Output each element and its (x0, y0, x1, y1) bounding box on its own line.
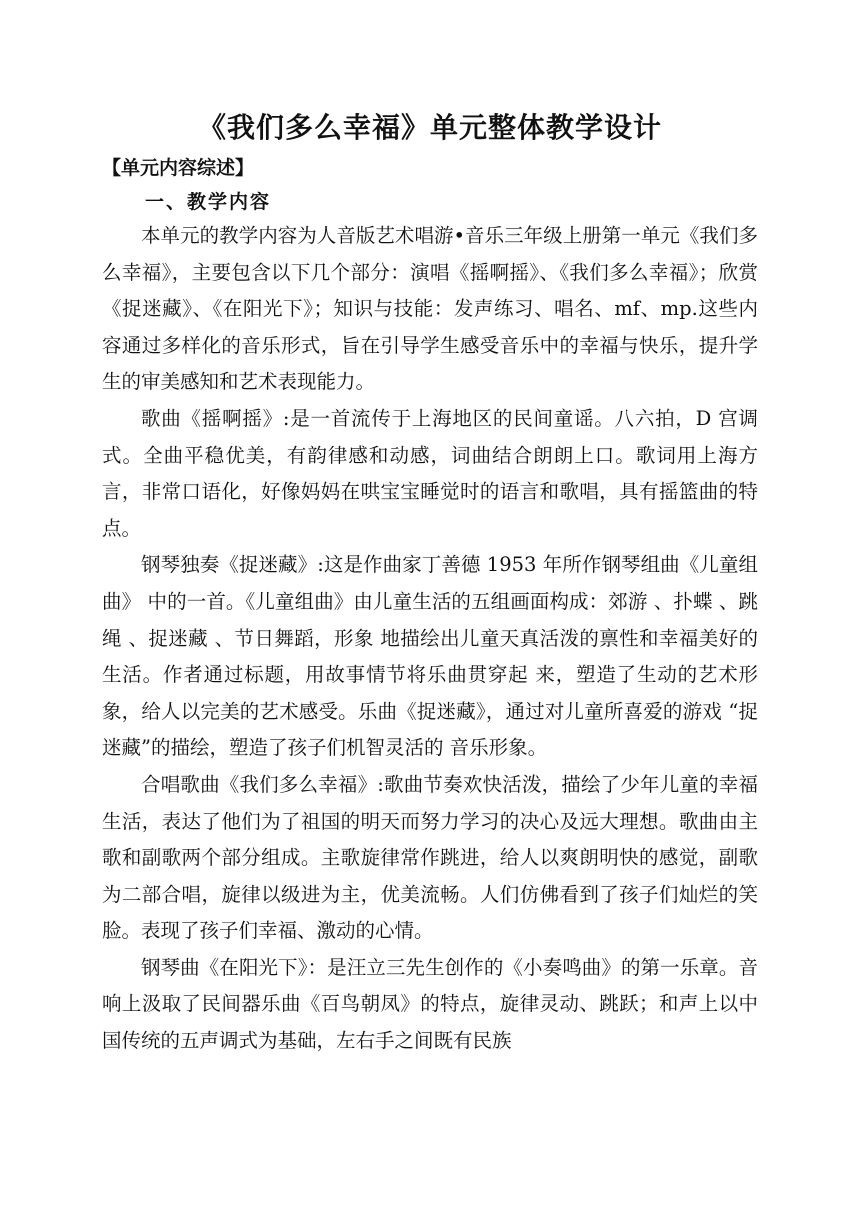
paragraph-zai-yangguang-xia: 钢琴曲《在阳光下》：是汪立三先生创作的《小奏鸣曲》的第一乐章。音响上汲取了民间器乐曲《百鸟朝凤》的特点，旋律灵动、跳跃；和声上以中国传统的五声调式为基础，左右手之间既有民族 (102, 955, 758, 1053)
paragraph-yao-a-yao: 歌曲《摇啊摇》:是一首流传于上海地区的民间童谣。八六拍，D 宫调式。全曲平稳优美，有韵律感和动感，词曲结合朗朗上口。歌词用上海方言，非常口语化，好像妈妈在哄宝宝睡觉时的语言和歌唱，具有摇篮曲的特点。 (102, 406, 758, 540)
paragraph-unit-overview: 本单元的教学内容为人音版艺术唱游•音乐三年级上册第一单元《我们多么幸福》，主要包含以下几个部分：演唱《摇啊摇》、《我们多么幸福》；欣赏《捉迷藏》、《在阳光下》；知识与技能：发声练习、唱名、mf、mp.这些内容通过多样化的音乐形式，旨在引导学生感受音乐中的幸福与快乐，提升学生的审美感知和艺术表现能力。 (102, 224, 758, 394)
teaching-content-subheading: 一、教学内容 (145, 191, 272, 213)
section-heading: 【单元内容综述】 (102, 157, 255, 179)
document-title: 《我们多么幸福》单元整体教学设计 (197, 111, 662, 144)
paragraph-zhuo-mi-cang: 钢琴独奏《捉迷藏》:这是作曲家丁善德 1953 年所作钢琴组曲《儿童组曲》 中的一首。《儿童组曲》由儿童生活的五组画面构成：郊游 、扑蝶 、跳绳 、捉迷藏 、节日舞蹈，形象 地描绘出儿童天真活泼的禀性和幸福美好的生活。作者通过标题，用故事情节将乐曲贯穿起 来，塑造了生动的艺术形象，给人以完美的艺术感受。乐曲《捉迷藏》，通过对儿童所喜爱的游戏 “捉迷藏”的描绘，塑造了孩子们机智灵活的 音乐形象。 (102, 553, 758, 760)
document-body (102, 218, 758, 1060)
paragraph-women-duome-xingfu: 合唱歌曲《我们多么幸福》:歌曲节奏欢快活泼，描绘了少年儿童的幸福生活，表达了他们为了祖国的明天而努力学习的决心及远大理想。歌曲由主歌和副歌两个部分组成。主歌旋律常作跳进，给人以爽朗明快的感觉，副歌为二部合唱，旋律以级进为主，优美流畅。人们仿佛看到了孩子们灿烂的笑脸。表现了孩子们幸福、激动的心情。 (102, 772, 758, 943)
